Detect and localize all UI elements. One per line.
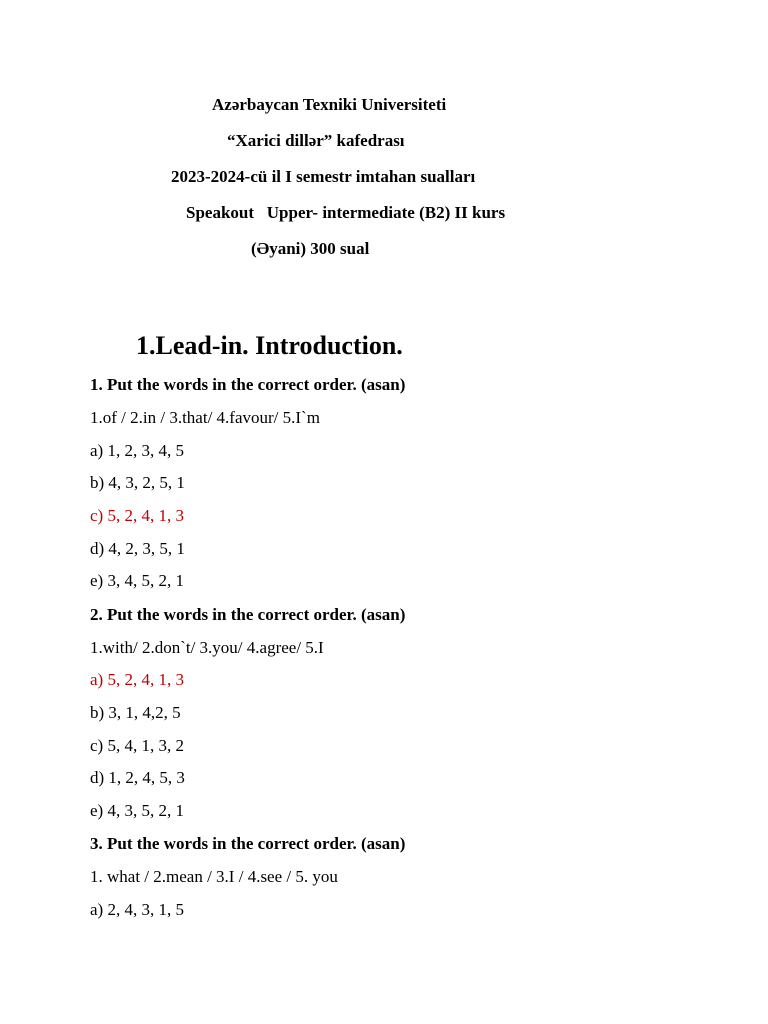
- answer-option: b) 4, 3, 2, 5, 1: [90, 473, 185, 492]
- question-prompt: 3. Put the words in the correct order. (asan): [90, 834, 406, 853]
- answer-option: d) 1, 2, 4, 5, 3: [90, 768, 185, 787]
- question-words: 1. what / 2.mean / 3.I / 4.see / 5. you: [90, 867, 338, 886]
- course-title: Speakout Upper- intermediate (B2) II kurs: [186, 203, 506, 222]
- answer-option: a) 1, 2, 3, 4, 5: [90, 441, 184, 460]
- answer-option: c) 5, 4, 1, 3, 2: [90, 736, 184, 755]
- section-title: 1.Lead-in. Introduction.: [136, 331, 403, 360]
- answer-option-correct: a) 5, 2, 4, 1, 3: [90, 670, 184, 689]
- answer-option: d) 4, 2, 3, 5, 1: [90, 539, 185, 558]
- answer-option: b) 3, 1, 4,2, 5: [90, 703, 181, 722]
- exam-title: 2023-2024-cü il I semestr imtahan sualları: [171, 167, 476, 186]
- department-name: “Xarici dillər” kafedrası: [227, 131, 405, 150]
- question-words: 1.with/ 2.don`t/ 3.you/ 4.agree/ 5.I: [90, 638, 324, 657]
- question-prompt: 2. Put the words in the correct order. (asan): [90, 605, 406, 624]
- question-prompt: 1. Put the words in the correct order. (asan): [90, 375, 406, 394]
- answer-option: e) 4, 3, 5, 2, 1: [90, 801, 184, 820]
- answer-option-correct: c) 5, 2, 4, 1, 3: [90, 506, 184, 525]
- question-words: 1.of / 2.in / 3.that/ 4.favour/ 5.I`m: [90, 408, 320, 427]
- study-form: (Əyani) 300 sual: [251, 239, 370, 258]
- answer-option: e) 3, 4, 5, 2, 1: [90, 571, 184, 590]
- university-name: Azərbaycan Texniki Universiteti: [212, 95, 447, 114]
- answer-option: a) 2, 4, 3, 1, 5: [90, 900, 184, 919]
